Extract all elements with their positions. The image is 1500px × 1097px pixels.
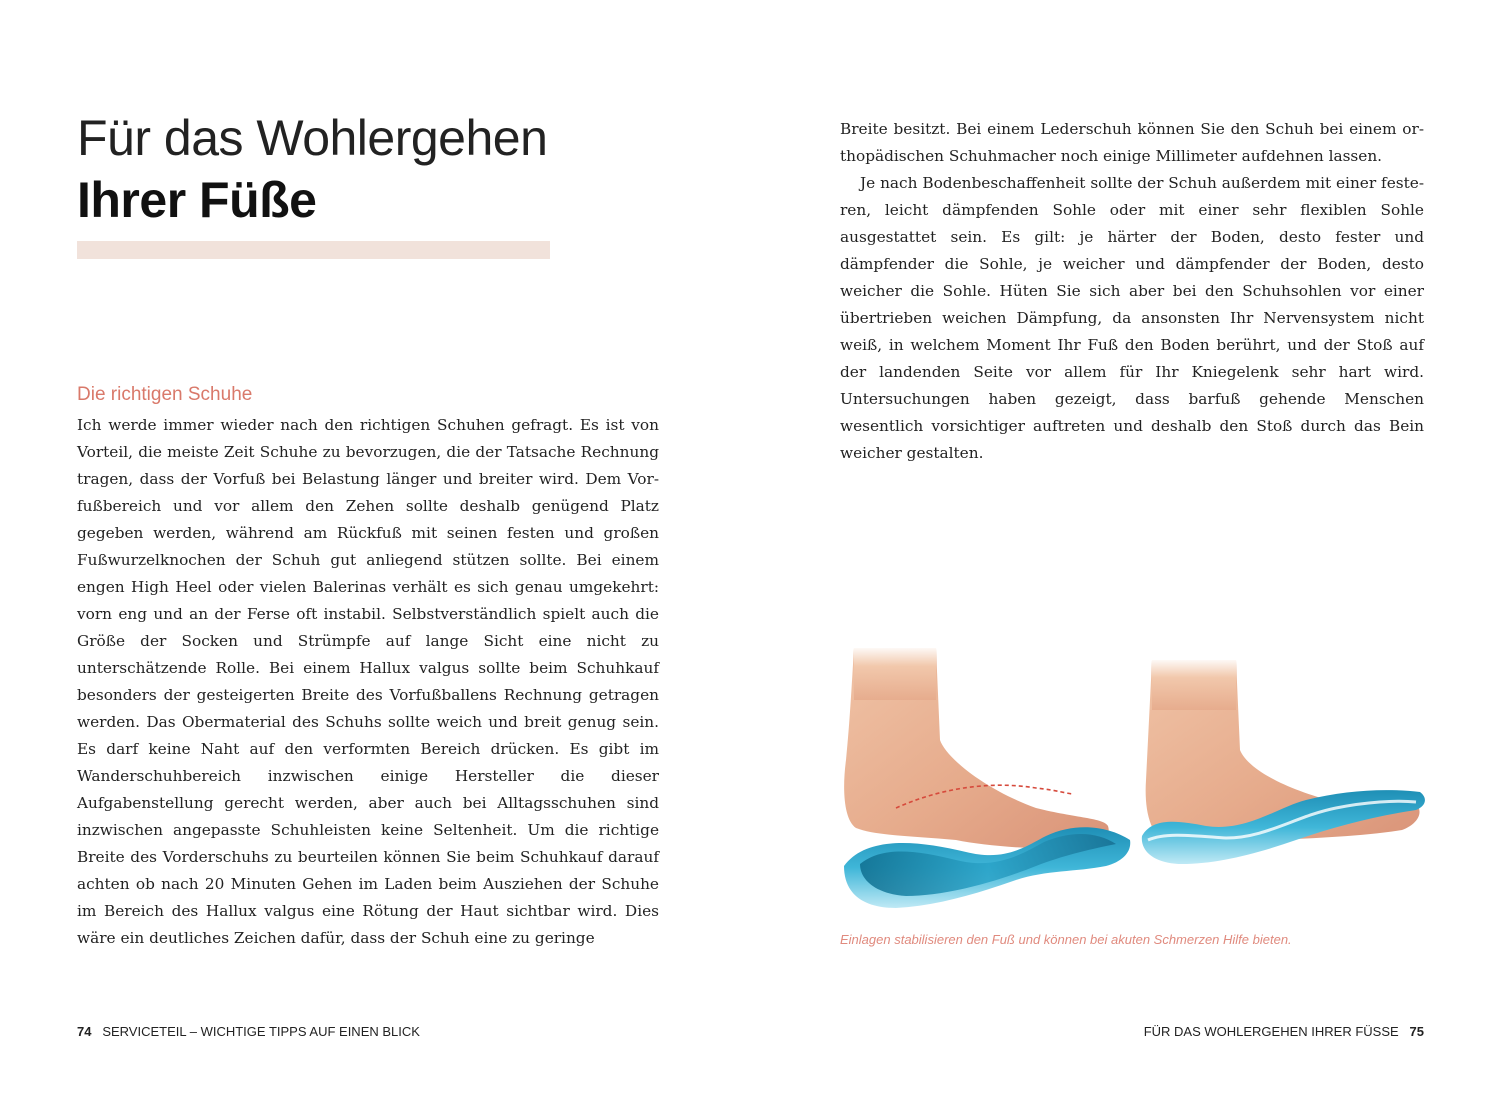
left-body-paragraph: Ich werde immer wieder nach den richtigen Schuhen gefragt. Es ist von Vorteil, die meiste Zeit Schuhe zu bevorzugen, die der Tatsache Rechnung tragen, dass der Vorfuß bei Belastung länger und breiter wird. Dem Vorfußbereich und vor allem den Zehen sollte deshalb genügend Platz gegeben werden, während am Rückfuß mit seinen festen und großen Fußwurzelknochen der Schuh gut anliegend stützen sollte. Bei einem engen High Heel oder vielen Balerinas verhält es sich genau umgekehrt: vorn eng und an der Ferse oft instabil. Selbstverständlich spielt auch die Größe der Socken und Strümpfe auf lange Sicht eine nicht zu unterschätzende Rolle. Bei einem Hallux valgus sollte beim Schuhkauf besonders der gesteigerten Breite des Vorfußballens Rechnung getragen werden. Das Obermaterial des Schuhs sollte weich und breit genug sein. Es darf keine Naht auf den verformten Bereich drücken. Es gibt im Wanderschuhbereich inzwischen einige Hersteller die dieser Aufgabenstellung gerecht werden, aber auch bei Alltagsschuhen sind inzwischen angepasste Schuhleisten keine Seltenheit. Um die richtige Breite des Vorderschuhs zu beurteilen können Sie beim Schuhkauf darauf achten ob nach 20 Minuten Gehen im Laden beim Ausziehen der Schuhe im Bereich des Hallux valgus eine Rötung der Haut sichtbar wird. Dies wäre ein deutliches Zeichen dafür, dass der Schuh eine zu geringe	[77, 416, 659, 947]
right-body-column	[840, 116, 1424, 467]
page-title-line-1: Für das Wohlergehen	[77, 110, 548, 166]
right-body-paragraph-2: Je nach Bodenbeschaffenheit sollte der Schuh außerdem mit einer festeren, leicht dämpfenden Sohle oder mit einer sehr flexiblen Sohle ausgestattet sein. Es gilt: je härter der Boden, desto fester und dämpfender die Sohle, je weicher und dämpfender der Boden, desto weicher die Sohle. Hüten Sie sich aber bei den Schuhsohlen vor einer übertrieben weichen Dämpfung, da ansonsten Ihr Nervensystem nicht weiß, in welchem Moment Ihr Fuß den Boden berührt, und der Stoß auf der landenden Seite vor allem für Ihr Kniegelenk sehr hart wird. Untersuchungen haben gezeigt, dass barfuß gehende Menschen wesentlich vorsichtiger auftreten und deshalb den Stoß durch das Bein weicher gestalten.	[840, 174, 1424, 462]
left-body-column	[77, 412, 659, 952]
insole-illustration	[836, 640, 1428, 916]
page-number-left: 74	[77, 1024, 92, 1039]
foot-on-insole-icon	[1142, 660, 1425, 864]
figure-caption: Einlagen stabilisieren den Fuß und können bei akuten Schmerzen Hilfe bieten.	[840, 932, 1292, 947]
page-number-right: 75	[1409, 1024, 1424, 1039]
running-footer-left: SERVICETEIL – WICHTIGE TIPPS AUF EINEN BLICK	[102, 1024, 420, 1039]
footer-left	[77, 1022, 420, 1042]
running-footer-right: FÜR DAS WOHLERGEHEN IHRER FÜSSE	[1143, 1024, 1399, 1039]
right-body-paragraph-1: Breite besitzt. Bei einem Lederschuh können Sie den Schuh bei einem orthopädischen Schuhmacher noch einige Millimeter aufdehnen lassen.	[840, 120, 1424, 165]
section-subheading: Die richtigen Schuhe	[77, 384, 253, 405]
foot-with-detached-insole-icon	[844, 648, 1130, 908]
page-title-line-2: Ihrer Füße	[77, 172, 317, 228]
title-decoration-bar	[77, 241, 550, 259]
footer-right	[1144, 1022, 1424, 1042]
